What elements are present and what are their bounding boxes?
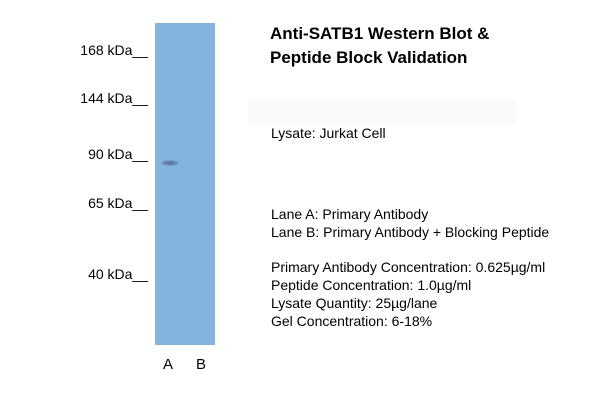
figure-title xyxy=(270,22,489,70)
marker-40: 40 kDa__ xyxy=(88,266,148,282)
marker-168: 168 kDa__ xyxy=(80,42,148,58)
primary-conc-text: Primary Antibody Concentration: 0.625µg/ml xyxy=(271,259,546,275)
lane-label-b: B xyxy=(196,356,207,373)
marker-65: 65 kDa__ xyxy=(88,195,148,211)
lane-label-a: A xyxy=(163,356,174,373)
title-line-2: Peptide Block Validation xyxy=(270,48,468,67)
lane-b-text: Lane B: Primary Antibody + Blocking Peptide xyxy=(271,224,550,240)
peptide-conc-text: Peptide Concentration: 1.0µg/ml xyxy=(271,277,472,293)
lysate-qty-text: Lysate Quantity: 25µg/lane xyxy=(271,295,438,311)
faint-box xyxy=(248,100,516,124)
lysate-text: Lysate: Jurkat Cell xyxy=(271,125,386,141)
lane-a-text: Lane A: Primary Antibody xyxy=(271,206,429,222)
marker-90: 90 kDa__ xyxy=(88,146,148,162)
gel-conc-text: Gel Concentration: 6-18% xyxy=(271,313,433,329)
marker-144: 144 kDa__ xyxy=(80,90,148,106)
blot-membrane xyxy=(155,23,215,345)
title-line-1: Anti-SATB1 Western Blot & xyxy=(270,24,490,43)
protein-band-lane-a xyxy=(161,160,179,166)
